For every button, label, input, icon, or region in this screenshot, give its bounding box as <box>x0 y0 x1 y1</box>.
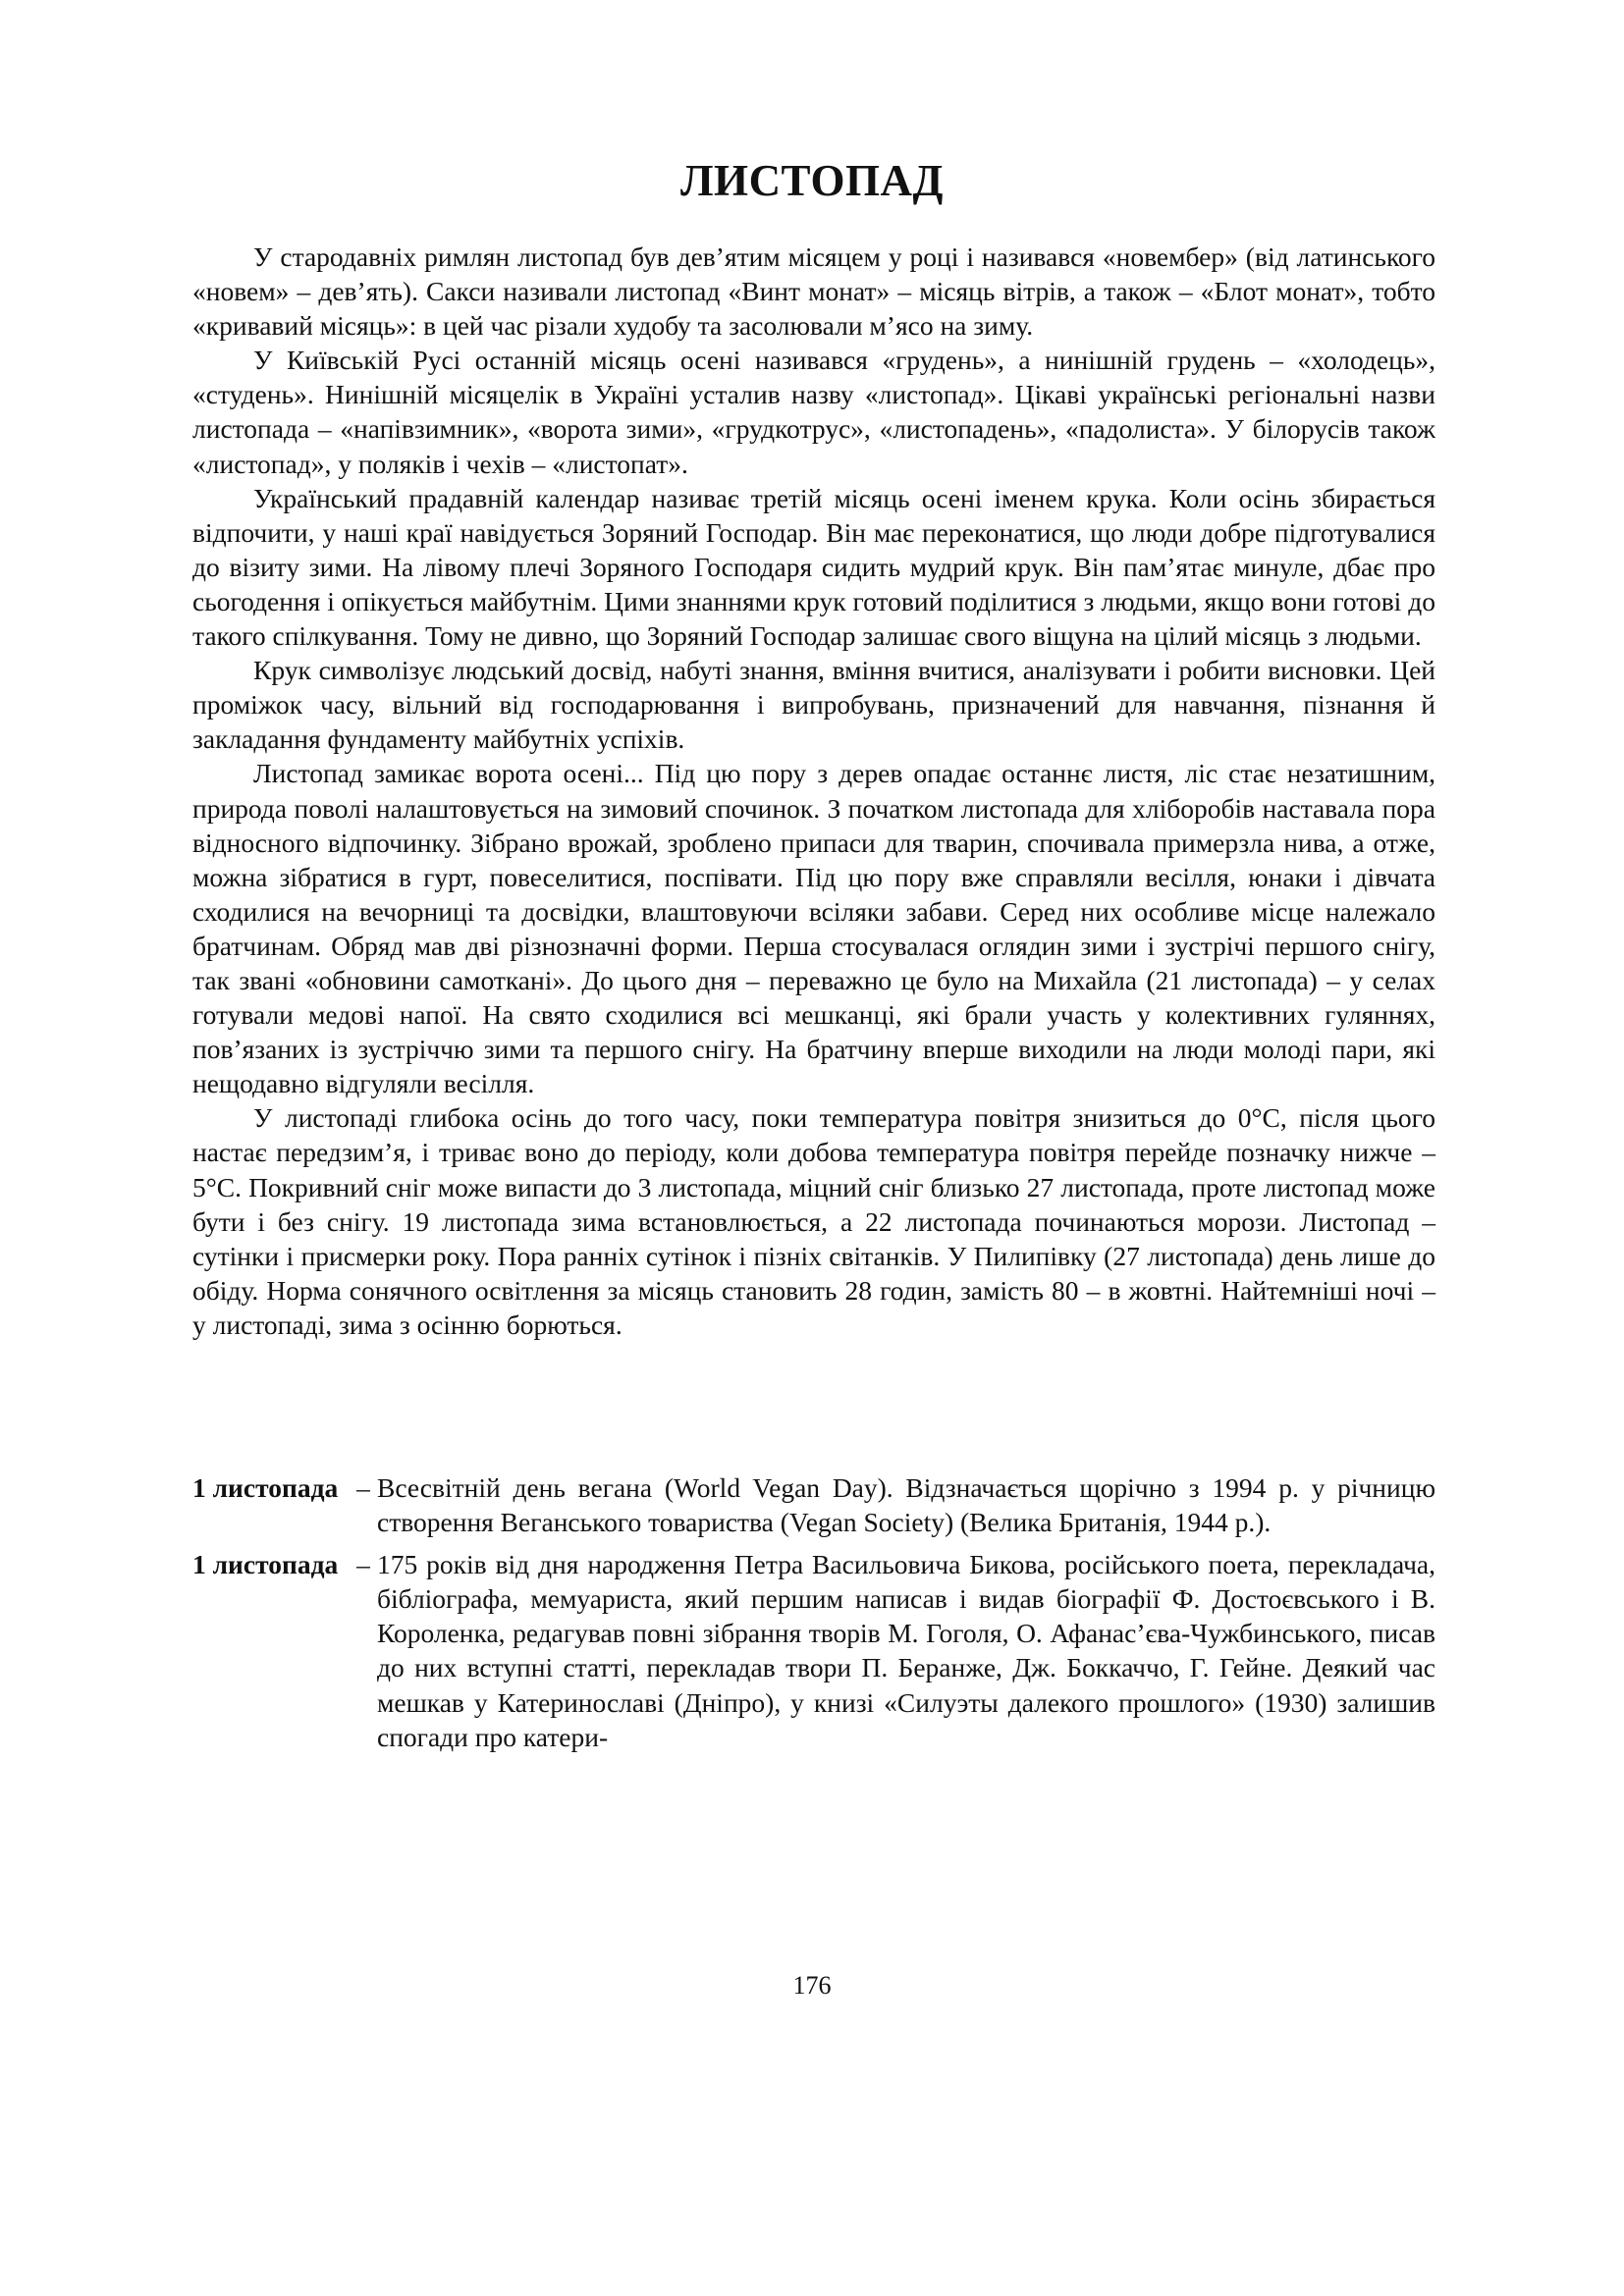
article-body <box>192 240 1435 1342</box>
paragraph: Листопад замикає ворота осені... Під цю пору з дерев опадає останнє листя, ліс стає незатишним, природа поволі налаштовується на зимовий спочинок. З початком листопада для хліборобів наставала пора відносного відпочинку. Зібрано врожай, зроблено припаси для тварин, спочивала примерзла нива, а отже, можна зібратися в гурт, повеселитися, поспівати. Під цю пору вже справляли весілля, юнаки і дівчата сходилися на вечорниці та досвідки, влаштовуючи всіляки забави. Серед них особливе місце належало братчинам. Обряд мав дві різнозначні форми. Перша стосувалася оглядин зими і зустрічі першого снігу, так звані «обновини самоткані». До цього дня – переважно це було на Михайла (21 листопада) – у селах готували медові напої. На свято сходилися всі мешканці, які брали участь у колективних гуляннях, пов’язаних із зустріччю зими та першого снігу. На братчину вперше виходили на люди молоді пари, які нещодавно відгуляли весілля. <box>192 758 1435 1099</box>
event-text: Всесвітній день вегана (World Vegan Day). Відзначається щорічно з 1994 р. у річницю створення Веганського товариства (Vegan Society) (Велика Британія, 1944 р.). <box>377 1472 1435 1538</box>
paragraph: У стародавніх римлян листопад був дев’ятим місяцем у році і називався «новембер» (від латинського «новем» – дев’ять). Сакси називали листопад «Винт монат» – місяць вітрів, а також – «Блот монат», тобто «кривавий місяць»: в цей час різали худобу та засолювали м’ясо на зиму. <box>192 241 1435 342</box>
event-dash: – <box>356 1472 370 1503</box>
event-text: 175 років від дня народження Петра Васильовича Бикова, російського поета, перекладача, бібліографа, мемуариста, який першим написав і видав біографії Ф. Достоєвського і В. Короленка, редагував повні зібрання творів М. Гоголя, О. Афанас’єва-Чужбинського, писав до них вступні статті, перекладав твори П. Беранже, Дж. Боккаччо, Г. Гейне. Деякий час мешкав у Катеринославі (Дніпро), у книзі «Силуэты далекого прошлого» (1930) залишив спогади про катери- <box>377 1549 1435 1752</box>
events-list <box>192 1470 1435 1762</box>
paragraph: У Київській Русі останній місяць осені називався «грудень», а нинішній грудень – «холодець», «студень». Нинішній місяцелік в Україні усталив назву «листопад». Цікаві українські регіональні назви листопада – «напівзимник», «ворота зими», «грудкотрус», «листопадень», «падолиста». У білорусів також «листопад», у поляків і чехів – «листопат». <box>192 345 1435 479</box>
page-number: 176 <box>792 1971 832 2000</box>
paragraph: Український прадавній календар називає третій місяць осені іменем крука. Коли осінь збирається відпочити, у наші краї навідується Зоряний Господар. Він має переконатися, що люди добре підготувалися до візиту зими. На лівому плечі Зоряного Господаря сидить мудрий крук. Він пам’ятає минуле, дбає про сьогодення і опікується майбутнім. Цими знаннями крук готовий поділитися з людьми, якщо вони готові до такого спілкування. Тому не дивно, що Зоряний Господар залишає свого віщуна на цілий місяць з людьми. <box>192 482 1435 652</box>
event-entry <box>192 1547 1435 1754</box>
paragraph: Крук символізує людський досвід, набуті знання, вміння вчитися, аналізувати і робити висновки. Цей проміжок часу, вільний від господарювання і випробувань, призначений для навчання, пізнання й закладання фундаменту майбутніх успіхів. <box>192 655 1435 755</box>
event-date: 1 листопада <box>192 1472 339 1503</box>
page-title: ЛИСТОПАД <box>680 156 944 205</box>
event-dash: – <box>356 1549 370 1580</box>
event-date: 1 листопада <box>192 1549 339 1580</box>
paragraph: У листопаді глибока осінь до того часу, поки температура повітря знизиться до 0°C, після цього настає передзим’я, і триває воно до періоду, коли добова температура повітря перейде позначку нижче – 5°C. Покривний сніг може випасти до 3 листопада, міцний сніг близько 27 листопада, проте листопад може бути і без снігу. 19 листопада зима встановлюється, а 22 листопада починаються морози. Листопад – сутінки і присмерки року. Пора ранніх сутінок і пізніх світанків. У Пилипівку (27 листопада) день лише до обіду. Норма сонячного освітлення за місяць становить 28 годин, замість 80 – в жовтні. Найтемніші ночі – у листопаді, зима з осінню борються. <box>192 1102 1435 1340</box>
event-entry <box>192 1470 1435 1539</box>
